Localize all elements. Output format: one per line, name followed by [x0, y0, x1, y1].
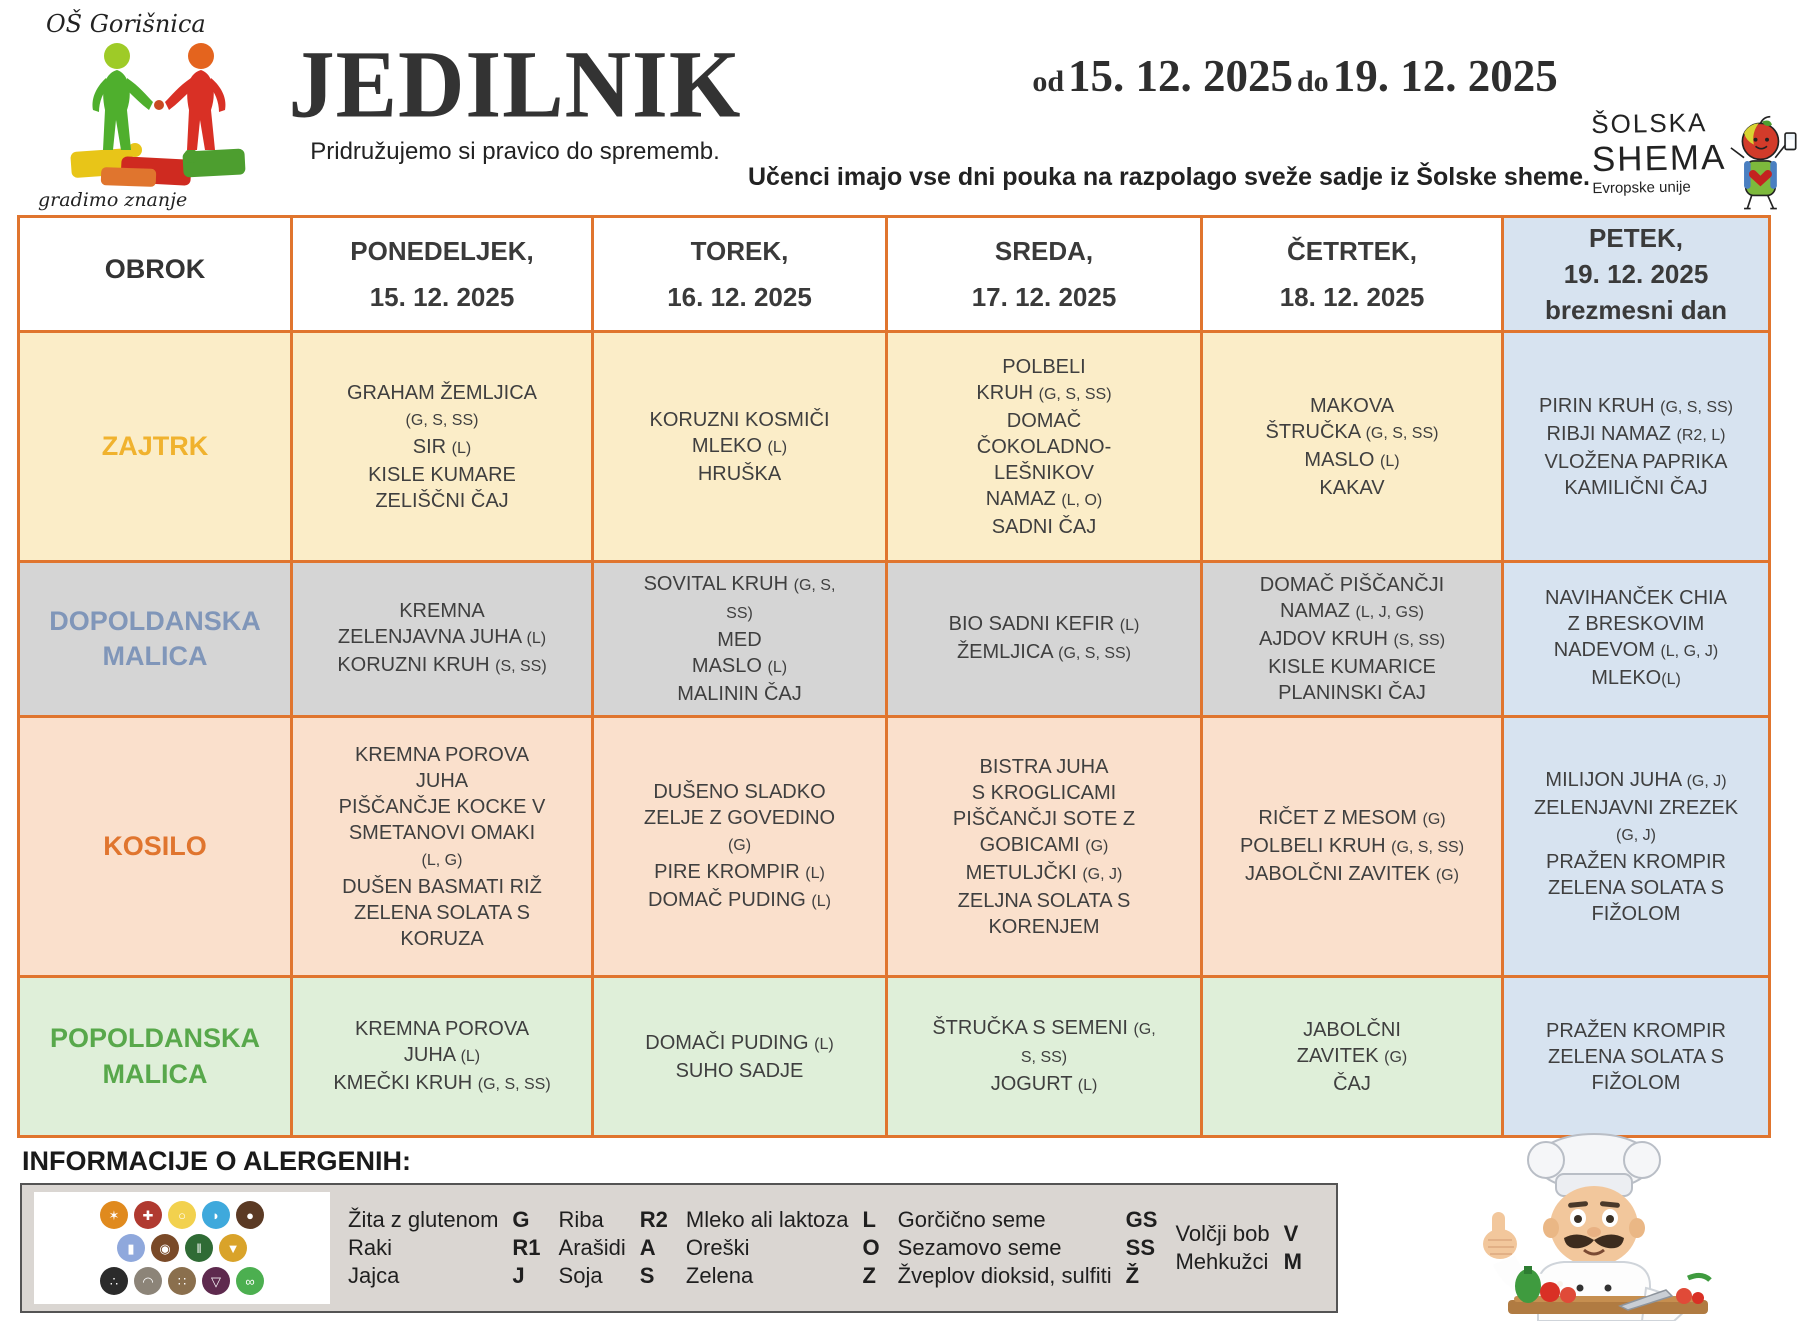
menu-item-line: KRUH (G, S, SS) — [976, 381, 1112, 404]
menu-item-line: ZELENJAVNA JUHA (L) — [337, 626, 547, 648]
day-header-monday: PONEDELJEK, 15. 12. 2025 — [292, 217, 593, 332]
menu-cell — [1503, 977, 1770, 1137]
date-from: 15. 12. 2025 — [1068, 51, 1293, 101]
menu-item-line: SS) — [726, 605, 753, 622]
allergen-code: S — [639, 1263, 655, 1288]
allergen-code: A — [639, 1235, 656, 1260]
allergen-code: GS — [1125, 1207, 1158, 1232]
menu-item-line: DOMAČ PIŠČANČJI — [1259, 574, 1445, 596]
soy-icon: ∞ — [236, 1267, 264, 1295]
menu-item-line: KORUZNI KOSMIČI — [649, 408, 830, 431]
menu-item-line: ŠTRUČKA S SEMENI (G, — [932, 1016, 1156, 1039]
menu-item-line: MALININ ČAJ — [677, 683, 802, 705]
menu-cell — [1202, 717, 1503, 977]
allergen-name: Riba — [558, 1207, 604, 1232]
menu-item-line: RIBJI NAMAZ (R2, L) — [1546, 422, 1726, 445]
allergen-name: Zelena — [685, 1263, 754, 1288]
menu-item-line: ŠTRUČKA (G, S, SS) — [1265, 420, 1439, 443]
fruit-scheme-note: Učenci imajo vse dni pouka na razpolago sveže sadje iz Šolske sheme. — [748, 163, 1590, 191]
menu-item-line: ZELIŠČNI ČAJ — [375, 489, 509, 512]
allergen-name: Mleko ali laktoza — [685, 1207, 849, 1232]
menu-item-line: BIO SADNI KEFIR (L) — [948, 613, 1140, 635]
menu-item-line: JABOLČNI ZAVITEK (G) — [1245, 862, 1459, 885]
allergen-name: Oreški — [685, 1235, 750, 1260]
allergen-name: Žveplov dioksid, sulfiti — [897, 1263, 1112, 1288]
menu-cell — [593, 977, 887, 1137]
menu-item-line: MLEKO (L) — [691, 434, 788, 457]
meal-column-header: OBROK — [104, 253, 206, 284]
menu-item-line: KAMILIČNI ČAJ — [1564, 476, 1708, 499]
meal-label-zajtrk: ZAJTRK — [19, 332, 292, 562]
menu-item-line: RIČET Z MESOM (G) — [1258, 806, 1446, 829]
menu-item-line: BISTRA JUHA — [979, 755, 1109, 778]
date-mid: do — [1297, 65, 1329, 98]
menu-cell — [593, 562, 887, 717]
morning-snack-row — [19, 562, 1770, 717]
menu-item-line: (G, S, SS) — [405, 411, 479, 429]
day-header-friday: PETEK, 19. 12. 2025 brezmesni dan — [1503, 217, 1770, 332]
allergen-code: Ž — [1125, 1263, 1140, 1288]
menu-item-line: DUŠENO SLADKO — [653, 780, 826, 803]
allergen-code: V — [1283, 1221, 1299, 1246]
allergen-code: O — [862, 1235, 880, 1260]
menu-item-line: LEŠNIKOV — [993, 461, 1095, 484]
allergen-name: Mehkužci — [1175, 1249, 1269, 1274]
meal-label-popoldanska-malica: POPOLDANSKA MALICA — [19, 977, 292, 1137]
scheme-logo-line2: SHEMA — [1591, 137, 1727, 180]
menu-item-line: KISLE KUMARICE — [1268, 656, 1436, 678]
date-to: 19. 12. 2025 — [1332, 51, 1558, 101]
menu-item-line: VLOŽENA PAPRIKA — [1544, 450, 1728, 473]
allergen-legend-column-5 — [1175, 1221, 1302, 1275]
afternoon-snack-row — [19, 977, 1770, 1137]
chef-illustration — [1388, 1128, 1800, 1321]
menu-item-line: PRAŽEN KROMPIR — [1545, 850, 1727, 873]
menu-item-line: SMETANOVI OMAKI — [348, 821, 536, 844]
menu-cell — [887, 332, 1202, 562]
date-range — [1010, 50, 1580, 102]
menu-item-line: JUHA — [415, 769, 469, 792]
lupin-icon: ∷ — [168, 1267, 196, 1295]
menu-item-line: Z BRESKOVIM — [1567, 613, 1705, 635]
menu-item-line: POLBELI — [1002, 355, 1086, 378]
menu-item-line: JABOLČNI — [1303, 1018, 1401, 1041]
menu-item-line: ZELJE Z GOVEDINO — [643, 806, 836, 829]
menu-item-line: ZELENA SOLATA S — [1548, 876, 1724, 899]
menu-item-line: KORUZNI KRUH (S, SS) — [337, 654, 547, 676]
allergen-icons-panel — [34, 1192, 330, 1304]
allergen-legend-column-3 — [686, 1207, 880, 1289]
menu-cell — [887, 717, 1202, 977]
menu-table — [17, 215, 1771, 1138]
menu-item-line: KREMNA POROVA — [354, 1017, 530, 1040]
sesame-icon: ∴ — [100, 1267, 128, 1295]
allergen-name: Sezamovo seme — [897, 1235, 1062, 1260]
menu-cell — [292, 562, 593, 717]
allergen-name: Soja — [558, 1263, 603, 1288]
school-scheme-logo — [1592, 108, 1797, 223]
milk-icon: ▮ — [117, 1234, 145, 1262]
allergen-code: J — [512, 1263, 525, 1288]
eggs-icon: ○ — [168, 1201, 196, 1229]
allergen-code: L — [862, 1207, 876, 1232]
menu-item-line: ZELENA SOLATA S — [1548, 1045, 1724, 1068]
menu-cell — [593, 332, 887, 562]
menu-item-line: SOVITAL KRUH (G, S, — [643, 573, 836, 595]
menu-item-line: ZELJNA SOLATA S — [957, 889, 1131, 912]
menu-cell — [292, 977, 593, 1137]
allergen-name: Žita z glutenom — [348, 1207, 499, 1232]
menu-item-line: MLEKO(L) — [1591, 667, 1681, 689]
menu-item-line: S KROGLICAMI — [971, 781, 1117, 804]
menu-item-line: KAKAV — [1319, 476, 1385, 499]
menu-item-line: FIŽOLOM — [1591, 902, 1681, 925]
menu-item-line: PIŠČANČJI SOTE Z — [952, 807, 1136, 830]
menu-item-line: JOGURT (L) — [990, 1072, 1098, 1095]
lunch-row — [19, 717, 1770, 977]
scheme-logo-line1: ŠOLSKA — [1591, 107, 1708, 140]
apple-character-icon — [1726, 108, 1797, 223]
peanuts-icon: ● — [236, 1201, 264, 1229]
menu-item-line: KREMNA — [399, 600, 485, 622]
date-prefix: od — [1032, 65, 1064, 98]
menu-cell — [1503, 562, 1770, 717]
subtitle: Pridružujemo si pravico do sprememb. — [310, 138, 720, 165]
menu-item-line: GOBICAMI (G) — [979, 833, 1109, 856]
menu-item-line: JUHA (L) — [403, 1043, 481, 1066]
day-header-thursday: ČETRTEK, 18. 12. 2025 — [1202, 217, 1503, 332]
menu-item-line: S, SS) — [1020, 1048, 1068, 1066]
menu-item-line: PIRE KROMPIR (L) — [654, 860, 825, 883]
day-header-wednesday: SREDA, 17. 12. 2025 — [887, 217, 1202, 332]
allergen-name: Raki — [348, 1235, 393, 1260]
menu-item-line: ZELENA SOLATA S — [354, 901, 530, 924]
corner-cell — [19, 217, 292, 332]
allergen-heading: INFORMACIJE O ALERGENIH: — [22, 1146, 412, 1176]
menu-item-line: MASLO (L) — [1304, 448, 1400, 471]
meal-label-kosilo: KOSILO — [19, 717, 292, 977]
menu-item-line: DOMAČI PUDING (L) — [645, 1031, 834, 1054]
menu-cell — [1202, 562, 1503, 717]
sulphites-icon: ▽ — [202, 1267, 230, 1295]
menu-item-line: HRUŠKA — [697, 462, 782, 485]
menu-item-line: KREMNA POROVA — [354, 743, 530, 766]
menu-cell — [1503, 717, 1770, 977]
scheme-logo-line3: Evropske unije — [1592, 178, 1691, 198]
page-title: JEDILNIK — [288, 30, 742, 138]
menu-item-line: KMEČKI KRUH (G, S, SS) — [333, 1071, 551, 1094]
menu-item-line: (G) — [727, 836, 752, 854]
menu-item-line: PRAŽEN KROMPIR — [1545, 1019, 1727, 1042]
menu-item-line: MAKOVA — [1309, 394, 1395, 417]
allergen-name: Jajca — [348, 1263, 400, 1288]
menu-item-line: KORENJEM — [988, 915, 1100, 938]
allergen-legend-column-2 — [559, 1207, 668, 1289]
menu-item-line: PLANINSKI ČAJ — [1278, 682, 1426, 704]
menu-item-line: DUŠEN BASMATI RIŽ — [342, 875, 542, 898]
allergen-legend-column-1 — [348, 1207, 541, 1289]
meal-label-dopoldanska-malica: DOPOLDANSKA MALICA — [19, 562, 292, 717]
menu-cell — [1202, 332, 1503, 562]
school-motto: gradimo znanje — [38, 189, 188, 211]
menu-item-line: MILIJON JUHA (G, J) — [1545, 768, 1727, 791]
breakfast-row — [19, 332, 1770, 562]
day-header-row — [19, 217, 1770, 332]
menu-item-line: (L, G) — [421, 851, 463, 869]
menu-item-line: FIŽOLOM — [1591, 1071, 1681, 1094]
menu-item-line: ŽEMLJICA (G, S, SS) — [956, 641, 1132, 663]
menu-cell — [1202, 977, 1503, 1137]
menu-item-line: DOMAČ — [1006, 409, 1082, 432]
menu-item-line: ZAVITEK (G) — [1296, 1044, 1408, 1067]
molluscs-icon: ◠ — [134, 1267, 162, 1295]
allergen-code: SS — [1125, 1235, 1156, 1260]
allergen-legend-box — [20, 1183, 1338, 1313]
title-block — [245, 30, 785, 166]
menu-cell — [887, 562, 1202, 717]
allergen-legend-column-4 — [898, 1207, 1158, 1289]
gluten-icon: ✶ — [100, 1201, 128, 1229]
menu-item-line: SUHO SADJE — [675, 1059, 804, 1082]
menu-item-line: GRAHAM ŽEMLJICA — [346, 381, 538, 404]
menu-item-line: (G, J) — [1616, 826, 1656, 844]
menu-item-line: KISLE KUMARE — [368, 463, 516, 486]
menu-item-line: PIŠČANČJE KOCKE V — [338, 795, 546, 818]
menu-item-line: METULJČKI (G, J) — [965, 861, 1123, 884]
allergen-code: R2 — [639, 1207, 668, 1232]
allergen-name: Arašidi — [558, 1235, 626, 1260]
nuts-icon: ◉ — [151, 1234, 179, 1262]
menu-item-line: POLBELI KRUH (G, S, SS) — [1239, 834, 1465, 857]
menu-cell — [292, 717, 593, 977]
menu-item-line: NADEVOM (L, G, J) — [1553, 639, 1719, 661]
menu-item-line: SIR (L) — [412, 435, 472, 458]
menu-item-line: MASLO (L) — [691, 655, 788, 677]
menu-item-line: NAMAZ (L, O) — [985, 487, 1103, 510]
menu-item-line: PIRIN KRUH (G, S, SS) — [1538, 394, 1734, 417]
menu-cell — [593, 717, 887, 977]
menu-item-line: DOMAČ PUDING (L) — [648, 888, 831, 911]
allergen-code: Z — [862, 1263, 876, 1288]
school-name: OŠ Gorišnica — [46, 10, 206, 38]
fish-icon: ◗ — [202, 1201, 230, 1229]
menu-item-line: NAMAZ (L, J, GS) — [1279, 600, 1424, 622]
menu-cell — [292, 332, 593, 562]
allergen-name: Volčji bob — [1175, 1221, 1270, 1246]
menu-item-line: AJDOV KRUH (S, SS) — [1258, 628, 1446, 650]
menu-item-line: ZELENJAVNI ZREZEK — [1533, 796, 1739, 819]
allergen-name: Gorčično seme — [897, 1207, 1046, 1232]
mustard-icon: ▼ — [219, 1234, 247, 1262]
menu-item-line: SADNI ČAJ — [991, 515, 1097, 538]
celery-icon: ǁ — [185, 1234, 213, 1262]
menu-item-line: MED — [717, 629, 762, 651]
menu-item-line: NAVIHANČEK CHIA — [1545, 587, 1727, 609]
meatless-day-note: brezmesni dan — [1544, 295, 1728, 325]
allergen-code: G — [512, 1207, 530, 1232]
menu-item-line: ČOKOLADNO- — [976, 435, 1112, 458]
crustaceans-icon: ✚ — [134, 1201, 162, 1229]
menu-item-line: ČAJ — [1333, 1072, 1371, 1095]
allergen-code: M — [1283, 1249, 1302, 1274]
allergen-code: R1 — [512, 1235, 541, 1260]
menu-item-line: KORUZA — [400, 927, 484, 950]
day-header-tuesday: TOREK, 16. 12. 2025 — [593, 217, 887, 332]
menu-cell — [1503, 332, 1770, 562]
menu-cell — [887, 977, 1202, 1137]
